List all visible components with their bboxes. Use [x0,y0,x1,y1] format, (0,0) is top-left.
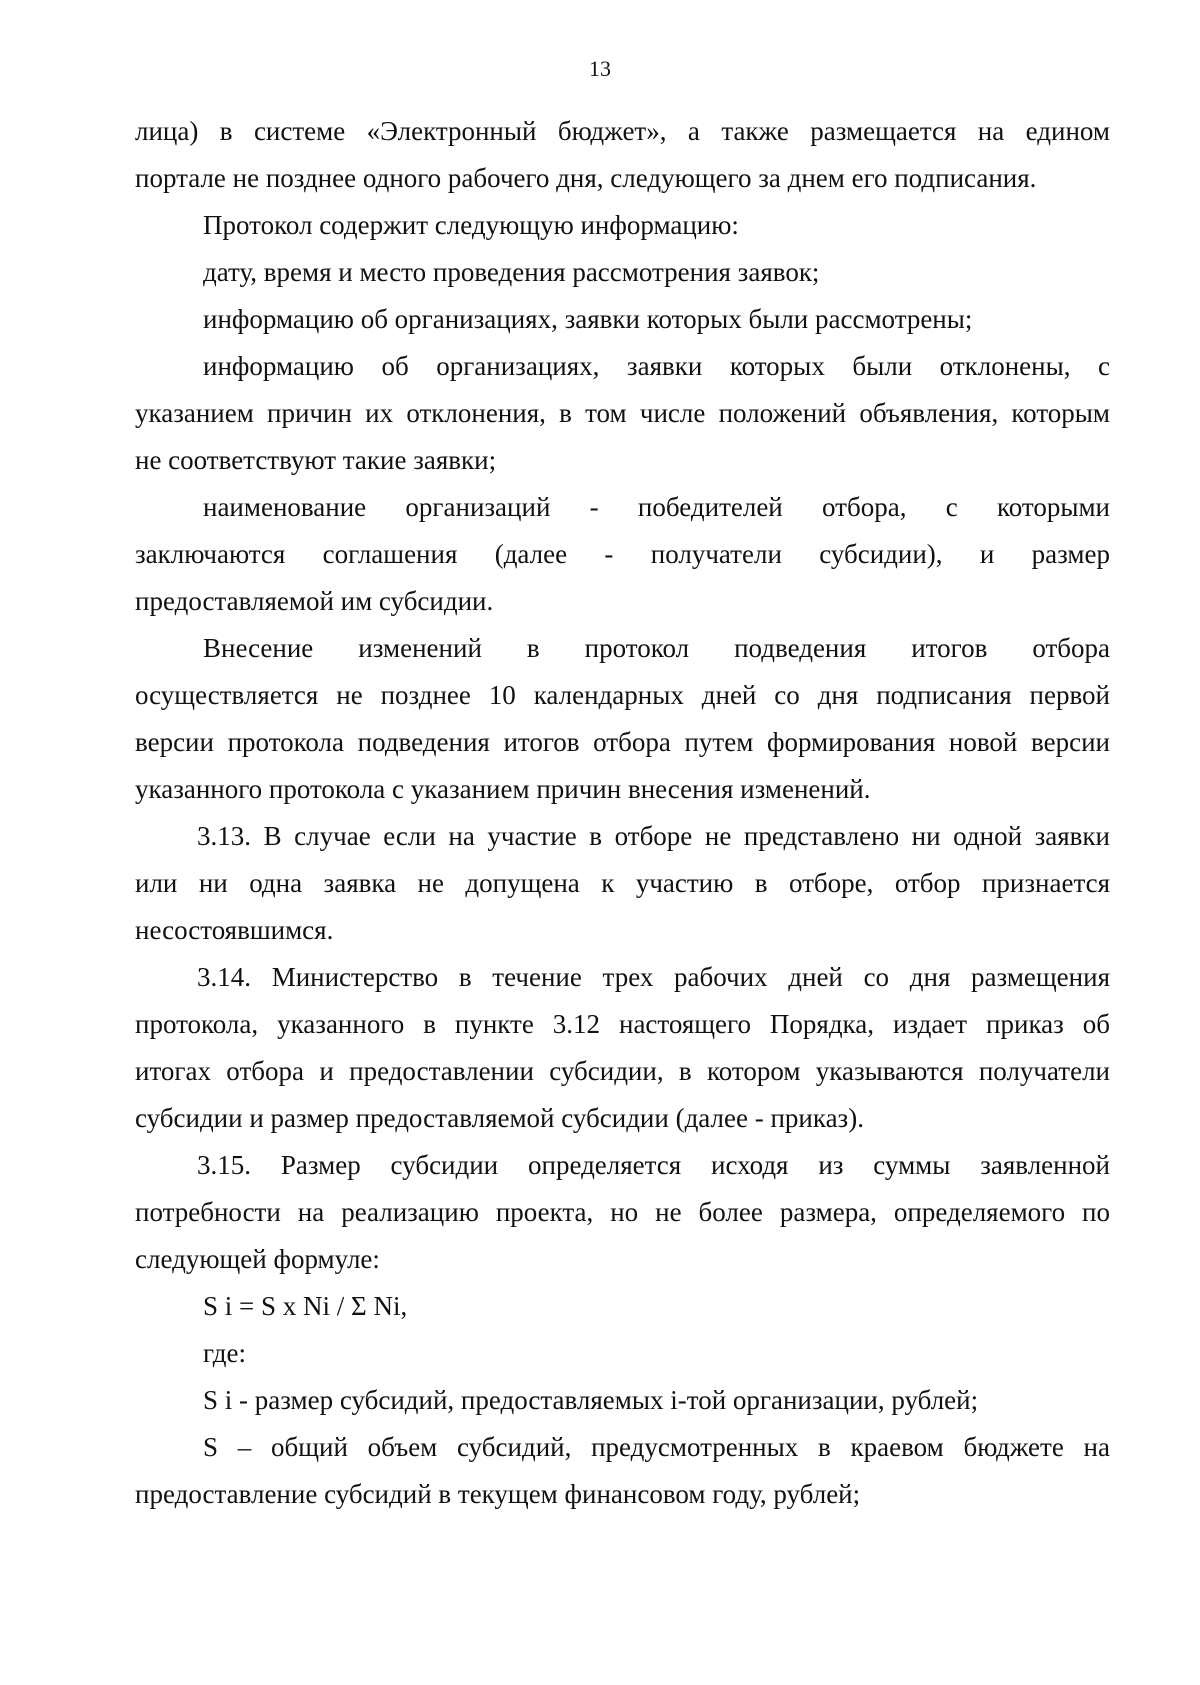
text-line: указанного протокола с указанием причин внесения изменений. [135,774,871,804]
paragraph-3-15 [135,1142,1110,1518]
paragraph-3-14 [135,954,1110,1142]
paragraph-intro [135,108,1110,202]
text-line: 3.14. Министерство в течение трех рабочих дней со дня размещения [197,962,1110,992]
text-line: где: [203,1338,246,1368]
text-line: S i - размер субсидий, предоставляемых i-той организации, рублей; [203,1385,979,1415]
text-line: предоставляемой им субсидии. [135,586,494,616]
text-line: предоставление субсидий в текущем финансовом году, рублей; [135,1479,861,1509]
text-line: портале не позднее одного рабочего дня, следующего за днем его подписания. [135,163,1037,193]
text-line: информацию об организациях, заявки которых были отклонены, с [203,351,1110,381]
text-line: дату, время и место проведения рассмотрения заявок; [203,257,820,287]
text-line: Внесение изменений в протокол подведения итогов отбора [203,633,1110,663]
page-number: 13 [589,56,611,81]
text-line: или ни одна заявка не допущена к участию в отборе, отбор признается [135,868,1110,898]
text-line: осуществляется не позднее 10 календарных дней со дня подписания первой [135,680,1110,710]
text-line: несостоявшимся. [135,915,334,945]
text-line: протокола, указанного в пункте 3.12 настоящего Порядка, издает приказ об [135,1009,1110,1039]
text-line: 3.15. Размер субсидии определяется исходя из суммы заявленной [197,1150,1110,1180]
text-line: 3.13. В случае если на участие в отборе не представлено ни одной заявки [197,821,1110,851]
text-line: наименование организаций - победителей отбора, с которыми [203,492,1110,522]
formula: S i = S x Ni / Σ Ni, [203,1291,408,1321]
text-line: Протокол содержит следующую информацию: [203,210,739,240]
text-line: итогах отбора и предоставлении субсидии, в котором указываются получатели [135,1056,1110,1086]
text-line: не соответствуют такие заявки; [135,445,497,475]
text-line: субсидии и размер предоставляемой субсидии (далее - приказ). [135,1103,864,1133]
text-line: следующей формуле: [135,1244,380,1274]
paragraph-protocol-contents [135,202,1110,625]
text-line: версии протокола подведения итогов отбора путем формирования новой версии [135,727,1110,757]
text-line: S – общий объем субсидий, предусмотренных в краевом бюджете на [203,1432,1110,1462]
document-body [135,108,1110,1518]
text-line: лица) в системе «Электронный бюджет», а также размещается на едином [135,116,1110,146]
text-line: указанием причин их отклонения, в том числе положений объявления, которым [135,398,1110,428]
paragraph-protocol-changes [135,625,1110,813]
text-line: заключаются соглашения (далее - получатели субсидии), и размер [135,539,1110,569]
paragraph-3-13 [135,813,1110,954]
text-line: информацию об организациях, заявки которых были рассмотрены; [203,304,973,334]
text-line: потребности на реализацию проекта, но не более размера, определяемого по [135,1197,1110,1227]
